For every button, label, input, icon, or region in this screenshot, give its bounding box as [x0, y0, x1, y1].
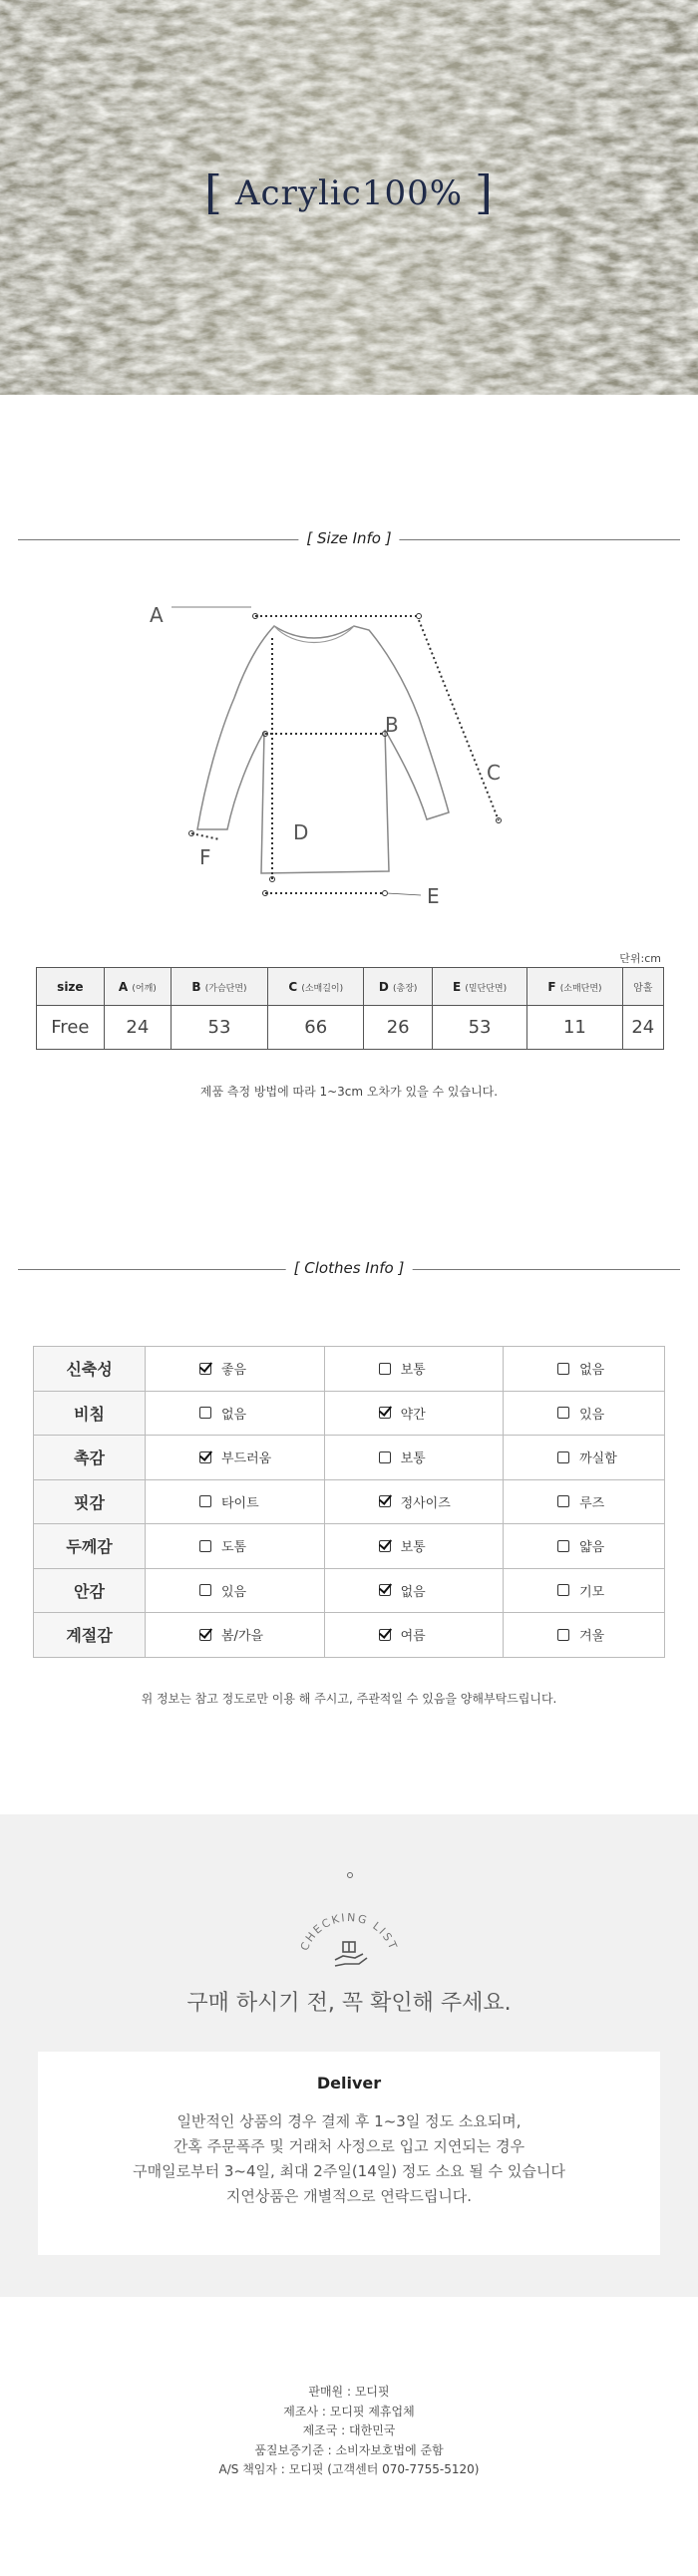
option-label: 기모 — [579, 1584, 605, 1600]
option-label: 부드러움 — [221, 1451, 272, 1467]
clothes-info-table — [33, 1346, 665, 1658]
label-c: C — [487, 761, 501, 785]
option-cell — [504, 1391, 665, 1436]
deliver-body — [38, 2109, 660, 2209]
cell-armhole: 24 — [622, 1006, 663, 1050]
option-cell — [504, 1613, 665, 1658]
attribute-label: 비침 — [34, 1391, 146, 1436]
checked-box-icon — [379, 1629, 391, 1641]
col-a: A (어깨) — [104, 968, 171, 1006]
option-label: 있음 — [579, 1407, 605, 1423]
option-cell — [324, 1347, 504, 1392]
option-cell — [504, 1479, 665, 1524]
hero-title-text: Acrylic100% — [234, 173, 464, 213]
option-cell — [324, 1568, 504, 1613]
clothes-info-title: [ Clothes Info ] — [286, 1259, 413, 1277]
col-e: E (밑단단면) — [432, 968, 526, 1006]
option-label: 까실함 — [579, 1451, 617, 1467]
option-cell — [324, 1613, 504, 1658]
option-cell — [504, 1436, 665, 1480]
label-d: D — [293, 820, 309, 844]
option-cell — [146, 1436, 325, 1480]
option-label: 루즈 — [579, 1495, 605, 1511]
neckline — [274, 626, 354, 643]
checking-list-arc-text: CHECKING LIST — [297, 1910, 401, 1953]
option-cell — [146, 1479, 325, 1524]
label-f: F — [199, 845, 211, 869]
cell-e: 53 — [432, 1006, 526, 1050]
option-cell — [146, 1524, 325, 1569]
attribute-label: 촉감 — [34, 1436, 146, 1480]
option-label: 보통 — [400, 1451, 426, 1467]
seller-info-footer — [0, 2383, 698, 2480]
unchecked-box-icon — [557, 1407, 569, 1419]
col-armhole: 암홀 — [622, 968, 663, 1006]
option-label: 없음 — [579, 1363, 605, 1379]
checked-box-icon — [199, 1363, 211, 1375]
unchecked-box-icon — [379, 1363, 391, 1375]
size-table — [36, 967, 664, 1050]
footer-country: 제조국 : 대한민국 — [302, 2423, 396, 2437]
option-label: 정사이즈 — [400, 1495, 451, 1511]
option-label: 얇음 — [579, 1540, 605, 1556]
unchecked-box-icon — [199, 1495, 211, 1507]
option-cell — [146, 1347, 325, 1392]
checked-box-icon — [379, 1584, 391, 1596]
checked-box-icon — [379, 1407, 391, 1419]
table-row — [34, 1524, 665, 1569]
option-label: 약간 — [400, 1407, 426, 1423]
hero-bracket-open: [ — [204, 165, 223, 219]
table-row — [34, 1568, 665, 1613]
fabric-hero-image — [0, 0, 698, 395]
size-info-header — [18, 529, 680, 549]
option-label: 도톰 — [221, 1540, 247, 1556]
attribute-label: 신축성 — [34, 1347, 146, 1392]
option-label: 타이트 — [221, 1495, 259, 1511]
deliver-line: 일반적인 상품의 경우 결제 후 1~3일 정도 소요되며, — [176, 2112, 522, 2130]
col-d: D (총장) — [364, 968, 432, 1006]
clothes-info-header — [18, 1259, 680, 1279]
label-b: B — [385, 713, 399, 737]
deliver-line: 지연상품은 개별적으로 연락드립니다. — [225, 2187, 473, 2205]
unchecked-box-icon — [379, 1451, 391, 1463]
attribute-label: 계절감 — [34, 1613, 146, 1658]
cell-c: 66 — [268, 1006, 364, 1050]
option-label: 보통 — [400, 1363, 426, 1379]
table-row — [37, 1006, 664, 1050]
option-label: 봄/가을 — [221, 1629, 264, 1645]
footer-warranty: 품질보증기준 : 소비자보호법에 준함 — [254, 2442, 444, 2457]
unchecked-box-icon — [557, 1363, 569, 1375]
unchecked-box-icon — [557, 1584, 569, 1596]
option-label: 보통 — [400, 1540, 426, 1556]
option-label: 있음 — [221, 1584, 247, 1600]
clothes-note: 위 정보는 참고 정도로만 이용 해 주시고, 주관적일 수 있음을 양해부탁드립니다. — [141, 1692, 557, 1706]
checking-heading: 구매 하시기 전, 꼭 확인해 주세요. — [186, 1991, 512, 2016]
table-row — [34, 1436, 665, 1480]
option-cell — [146, 1613, 325, 1658]
cell-f: 11 — [527, 1006, 622, 1050]
unit-label: 단위:cm — [619, 952, 661, 965]
footer-seller: 판매원 : 모디핏 — [308, 2385, 390, 2399]
attribute-label: 두께감 — [34, 1524, 146, 1569]
col-f: F (소매단면) — [527, 968, 622, 1006]
cell-d: 26 — [364, 1006, 432, 1050]
table-row — [34, 1613, 665, 1658]
size-note: 제품 측정 방법에 따라 1~3cm 오차가 있을 수 있습니다. — [199, 1085, 499, 1099]
checked-box-icon — [199, 1451, 211, 1463]
cell-size: Free — [37, 1006, 105, 1050]
unchecked-box-icon — [557, 1451, 569, 1463]
table-row — [34, 1391, 665, 1436]
checked-box-icon — [379, 1495, 391, 1507]
col-b: B (가슴단면) — [171, 968, 267, 1006]
label-e: E — [427, 884, 440, 908]
circle-dot-icon — [347, 1872, 353, 1878]
option-label: 없음 — [400, 1584, 426, 1600]
option-cell — [324, 1436, 504, 1480]
table-row — [34, 1479, 665, 1524]
checking-list-badge — [289, 1884, 409, 1994]
label-a: A — [150, 603, 164, 627]
option-label: 여름 — [400, 1629, 426, 1645]
hero-bracket-close: ] — [475, 165, 494, 219]
unchecked-box-icon — [557, 1540, 569, 1552]
option-cell — [324, 1479, 504, 1524]
unchecked-box-icon — [557, 1495, 569, 1507]
checked-box-icon — [379, 1540, 391, 1552]
f-measure-line — [191, 833, 219, 839]
footer-as-contact: A/S 책임자 : 모디핏 (고객센터 070-7755-5120) — [218, 2462, 480, 2476]
checking-list-section — [0, 1814, 698, 2297]
option-cell — [324, 1524, 504, 1569]
hero-title — [0, 165, 698, 219]
size-table-header — [37, 968, 664, 1006]
sweater-outline — [197, 626, 449, 873]
col-size: size — [37, 968, 105, 1006]
deliver-line: 간혹 주문폭주 및 거래처 사정으로 입고 지연되는 경우 — [173, 2137, 525, 2155]
option-label: 좋음 — [221, 1363, 247, 1379]
option-cell — [504, 1347, 665, 1392]
option-cell — [324, 1391, 504, 1436]
deliver-card — [38, 2052, 660, 2255]
option-cell — [504, 1568, 665, 1613]
attribute-label: 핏감 — [34, 1479, 146, 1524]
unchecked-box-icon — [199, 1584, 211, 1596]
cell-a: 24 — [104, 1006, 171, 1050]
option-label: 없음 — [221, 1407, 247, 1423]
attribute-label: 안감 — [34, 1568, 146, 1613]
col-c: C (소매길이) — [268, 968, 364, 1006]
cell-b: 53 — [171, 1006, 267, 1050]
c-measure-line — [419, 620, 499, 820]
option-cell — [146, 1391, 325, 1436]
deliver-line: 구매일로부터 3~4일, 최대 2주일(14일) 정도 소요 될 수 있습니다 — [133, 2162, 565, 2180]
checked-box-icon — [199, 1629, 211, 1641]
deliver-title: Deliver — [316, 2074, 382, 2093]
table-row — [34, 1347, 665, 1392]
size-info-title: [ Size Info ] — [298, 529, 399, 547]
option-label: 겨울 — [579, 1629, 605, 1645]
hand-box-icon — [335, 1942, 367, 1966]
unchecked-box-icon — [199, 1407, 211, 1419]
option-cell — [146, 1568, 325, 1613]
unchecked-box-icon — [199, 1540, 211, 1552]
option-cell — [504, 1524, 665, 1569]
unchecked-box-icon — [557, 1629, 569, 1641]
size-diagram — [150, 603, 519, 917]
footer-manufacturer: 제조사 : 모디핏 제휴업체 — [283, 2404, 415, 2418]
e-leader — [387, 893, 421, 895]
